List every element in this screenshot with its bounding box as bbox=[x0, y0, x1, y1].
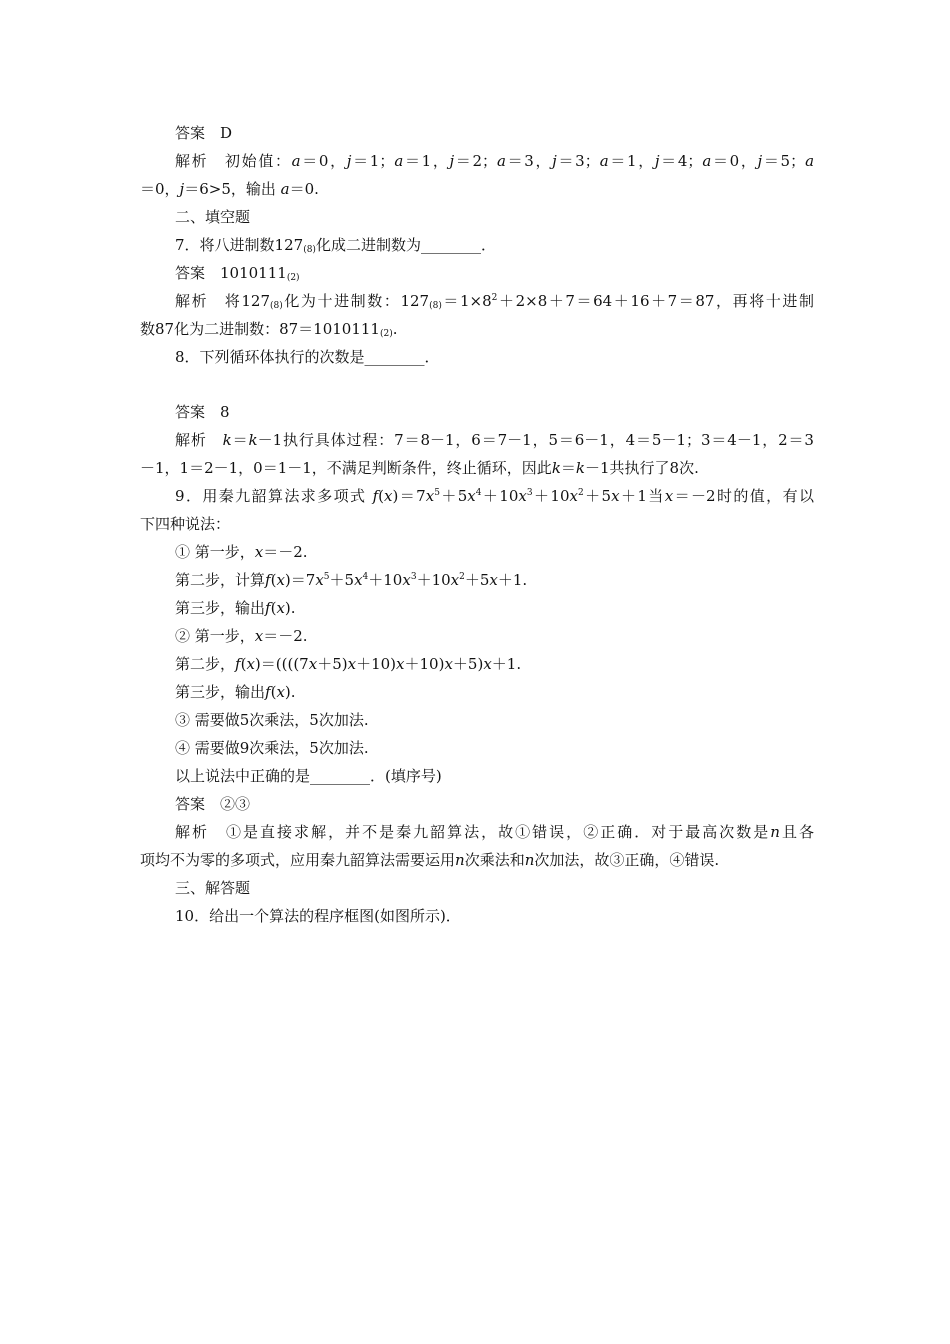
question-8: 8．下列循环体执行的次数是________． bbox=[175, 348, 440, 366]
question-9-line-2: 下四种说法： bbox=[140, 515, 231, 533]
option-2-step-3: 第三步，输出f(x). bbox=[175, 683, 296, 701]
option-3: ③ 需要做5次乘法，5次加法. bbox=[175, 711, 369, 729]
analysis-9-line-1: 解析 ①是直接求解，并不是秦九韶算法，故①错误，②正确．对于最高次数是n且各 bbox=[175, 823, 814, 841]
option-1-step-1: ① 第一步，x＝－2. bbox=[175, 543, 308, 561]
question-9-prompt: 以上说法中正确的是________．(填序号) bbox=[175, 767, 442, 785]
question-7: 7．将八进制数$127_{(8)}$化成二进制数为________． bbox=[175, 236, 496, 255]
answer-8: 答案 8 bbox=[175, 403, 230, 421]
question-9-line-1: 9．用秦九韶算法求多项式 $f(x)=7x^5+5x^4+10x^3+10x^2+5x+1$当x＝－2时的值，有以 bbox=[175, 487, 814, 505]
section-solve: 三、解答题 bbox=[175, 879, 251, 897]
analysis-8-line-2: －1，1＝2－1，0＝1－1，不满足判断条件，终止循环，因此k＝k－1共执行了8次. bbox=[140, 459, 699, 477]
option-4: ④ 需要做9次乘法，5次加法. bbox=[175, 739, 369, 757]
answer-7: 答案 $1010111_{(2)}$ bbox=[175, 264, 300, 283]
option-2-step-1: ② 第一步，x＝－2. bbox=[175, 627, 308, 645]
answer-6: 答案 D bbox=[175, 124, 233, 142]
analysis-7-line-2: 数87化为二进制数：$87=1010111_{(2)}$. bbox=[140, 320, 398, 339]
option-2-step-2: 第二步，f(x)＝((((7x＋5)x＋10)x＋10)x＋5)x＋1. bbox=[175, 655, 522, 673]
section-fill-blank: 二、填空题 bbox=[175, 208, 251, 226]
analysis-6-line-2: ＝0，j＝6>5，输出 a＝0. bbox=[140, 180, 319, 198]
analysis-9-line-2: 项均不为零的多项式，应用秦九韶算法需要运用n次乘法和n次加法，故③正确，④错误. bbox=[140, 851, 720, 869]
analysis-8-line-1: 解析 k＝k－1执行具体过程：7＝8－1，6＝7－1，5＝6－1，4＝5－1；3＝4－1，2＝3 bbox=[175, 431, 814, 449]
analysis-7-line-1: 解析 将$127_{(8)}$化为十进制数：$127_{(8)}=1\times 8^2+2\times 8+7=64+16+7=87$，再将十进制 bbox=[175, 292, 814, 311]
option-1-step-2: 第二步，计算$f(x)=7x^5+5x^4+10x^3+10x^2+5x+1$. bbox=[175, 571, 528, 589]
analysis-6-line-1: 解析 初始值：a＝0，j＝1；a＝1，j＝2；a＝3，j＝3；a＝1，j＝4；a＝0，j＝5；a bbox=[175, 152, 815, 170]
answer-9: 答案 ②③ bbox=[175, 795, 251, 813]
question-10: 10．给出一个算法的程序框图(如图所示)． bbox=[175, 907, 461, 925]
option-1-step-3: 第三步，输出f(x). bbox=[175, 599, 296, 617]
